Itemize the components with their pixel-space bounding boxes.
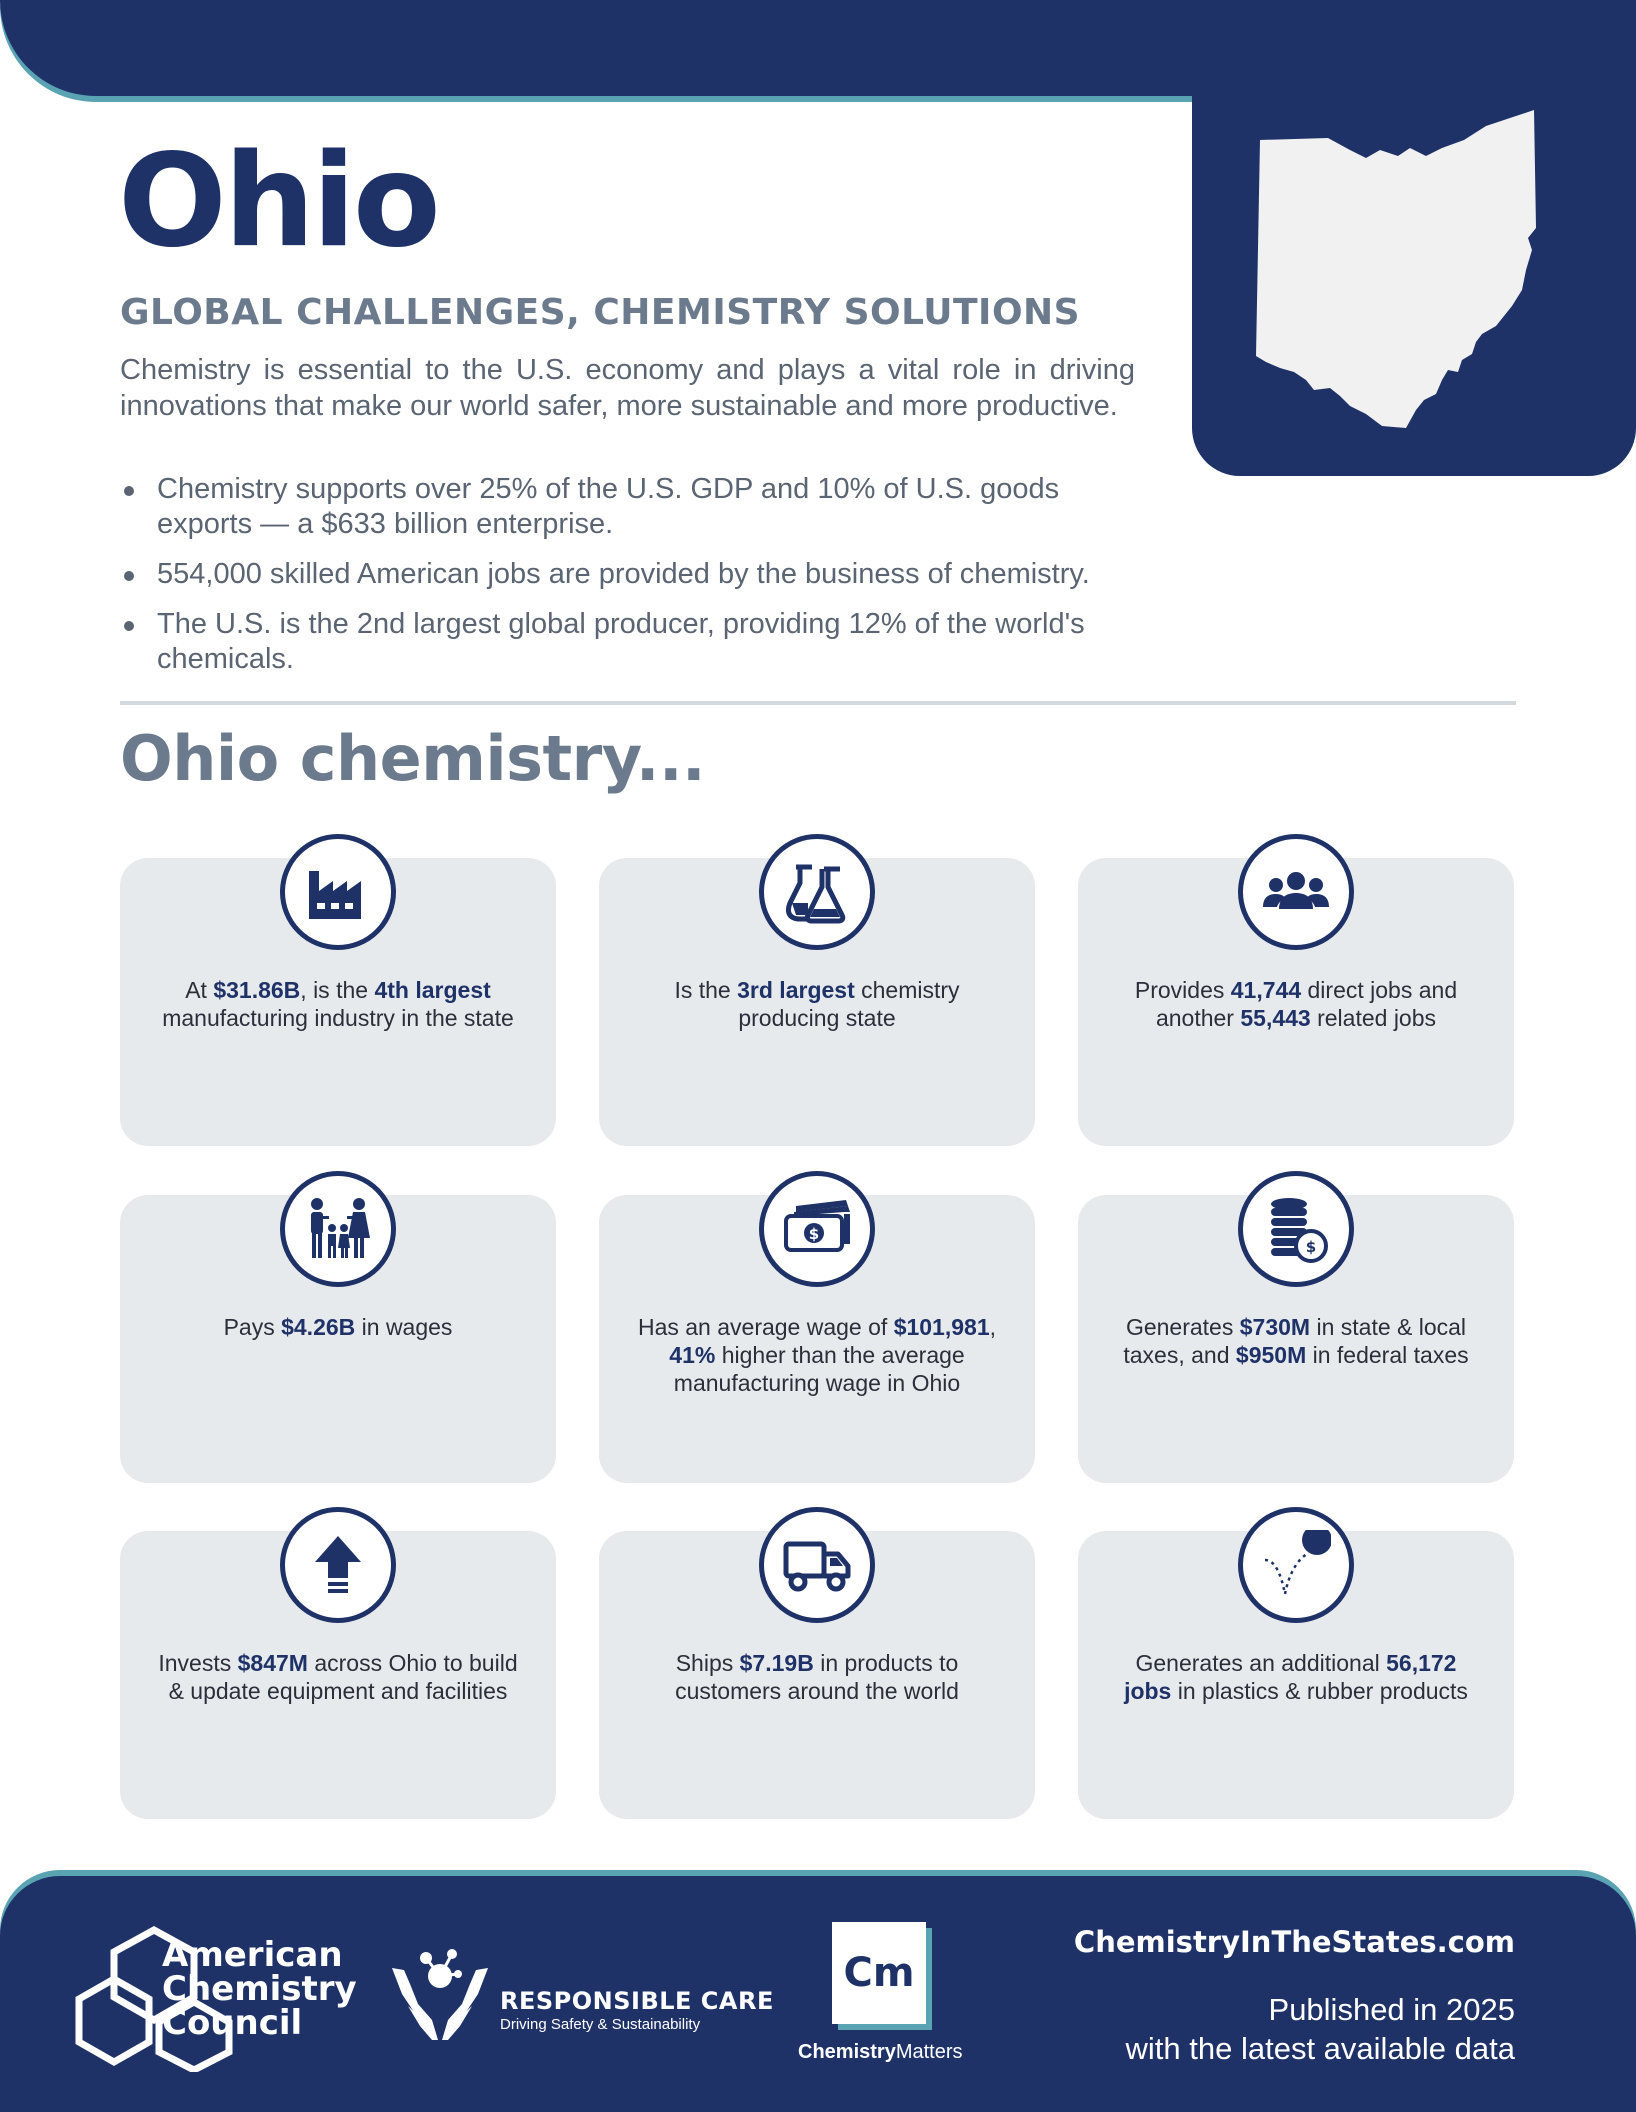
people-group-icon — [1238, 834, 1354, 950]
chemistry-matters-logo: Cm — [832, 1922, 926, 2024]
stat-card-text — [637, 976, 997, 1032]
stat-card-text — [637, 1649, 997, 1705]
stat-text: Is the — [674, 977, 738, 1003]
stat-value: 55,443 — [1240, 1005, 1311, 1031]
acc-logo-text — [162, 1935, 357, 2043]
stat-value: $101,981 — [893, 1314, 990, 1340]
svg-text:$: $ — [808, 1225, 820, 1243]
stat-text: in plastics & rubber products — [1171, 1678, 1468, 1704]
stat-text: Provides — [1134, 977, 1231, 1003]
stat-value: $31.86B — [213, 977, 301, 1003]
responsible-care-title: RESPONSIBLE CARE — [500, 1987, 774, 2015]
flasks-icon — [759, 834, 875, 950]
stat-text: Ships — [675, 1650, 740, 1676]
arrow-up-icon — [280, 1507, 396, 1623]
published-line: Published in 2025 — [1268, 1992, 1515, 2027]
stat-text: At — [185, 977, 214, 1003]
responsible-care-hands-icon — [388, 1944, 492, 2044]
state-map-panel — [1192, 0, 1636, 476]
stat-text: higher than the average manufacturing wage in Ohio — [673, 1342, 965, 1396]
stat-text: in wages — [355, 1314, 453, 1340]
stat-value: $730M — [1239, 1314, 1311, 1340]
chemistry-matters-wordmark — [798, 2041, 963, 2064]
fact-item: The U.S. is the 2nd largest global producer, providing 12% of the world's chemicals. — [120, 607, 1140, 677]
stat-text: direct jobs and another — [1155, 977, 1458, 1031]
stat-card-text — [158, 1649, 518, 1705]
stat-text: in federal taxes — [1306, 1342, 1469, 1368]
cm-word-bold: Chemistry — [798, 2041, 896, 2063]
section-heading: Ohio chemistry... — [120, 722, 706, 795]
stat-card-text — [1116, 976, 1476, 1032]
page-title: Ohio — [118, 127, 438, 276]
fact-item: Chemistry supports over 25% of the U.S. GDP and 10% of U.S. goods exports — a $633 billion enterprise. — [120, 472, 1140, 542]
stat-card-text — [1116, 1649, 1476, 1705]
stat-text: chemistry producing state — [738, 977, 960, 1031]
acc-line: American — [162, 1935, 343, 1975]
stat-text: Invests — [158, 1650, 238, 1676]
acc-line: Chemistry — [162, 1969, 357, 2009]
stat-text: in products to customers around the world — [675, 1650, 959, 1704]
stat-value: 41% — [669, 1342, 716, 1368]
stat-card-text — [1116, 1313, 1476, 1369]
stat-text: , — [989, 1314, 997, 1340]
stat-text: in state & local taxes, and — [1123, 1314, 1467, 1368]
stat-text: across Ohio to build & update equipment and facilities — [168, 1650, 518, 1704]
stat-value: 56,172 jobs — [1124, 1650, 1457, 1704]
stat-text: , is the — [300, 977, 375, 1003]
stat-text: Generates an additional — [1135, 1650, 1387, 1676]
acc-line: Council — [162, 2003, 303, 2043]
stat-card-text — [158, 1313, 518, 1341]
stat-text: related jobs — [1310, 1005, 1437, 1031]
stat-card-text — [158, 976, 518, 1032]
money-icon — [759, 1171, 875, 1287]
stat-value: 3rd largest — [737, 977, 855, 1003]
family-icon — [280, 1171, 396, 1287]
stat-text: manufacturing industry in the state — [162, 1005, 514, 1031]
responsible-care-tagline: Driving Safety & Sustainability — [500, 2016, 701, 2033]
stat-value: $847M — [237, 1650, 308, 1676]
bouncing-ball-icon — [1238, 1507, 1354, 1623]
stat-text: Pays — [223, 1314, 282, 1340]
ohio-map-icon — [1250, 110, 1550, 430]
stat-card-text — [637, 1313, 997, 1397]
svg-text:$: $ — [1305, 1238, 1317, 1256]
published-line: with the latest available data — [1125, 2031, 1515, 2066]
stat-value: $7.19B — [739, 1650, 814, 1676]
stat-text: Has an average wage of — [637, 1314, 894, 1340]
fact-item: 554,000 skilled American jobs are provided by the business of chemistry. — [120, 557, 1140, 592]
stat-value: $4.26B — [281, 1314, 356, 1340]
published-note — [1015, 1990, 1515, 2068]
website-link[interactable]: ChemistryInTheStates.com — [1073, 1925, 1515, 1959]
stat-value: 41,744 — [1230, 977, 1302, 1003]
truck-icon — [759, 1507, 875, 1623]
fact-list — [120, 472, 1140, 692]
stat-text: Generates — [1125, 1314, 1240, 1340]
coin-stack-icon — [1238, 1171, 1354, 1287]
intro-paragraph: Chemistry is essential to the U.S. economy and plays a vital role in driving innovations that make our world safer, more sustainable and more productive. — [120, 354, 1135, 422]
cm-word-regular: Matters — [895, 2041, 963, 2063]
factory-icon — [280, 834, 396, 950]
stat-value: $950M — [1235, 1342, 1307, 1368]
section-divider — [120, 701, 1516, 705]
stat-value: 4th largest — [374, 977, 491, 1003]
page-subtitle: GLOBAL CHALLENGES, CHEMISTRY SOLUTIONS — [120, 292, 1081, 333]
